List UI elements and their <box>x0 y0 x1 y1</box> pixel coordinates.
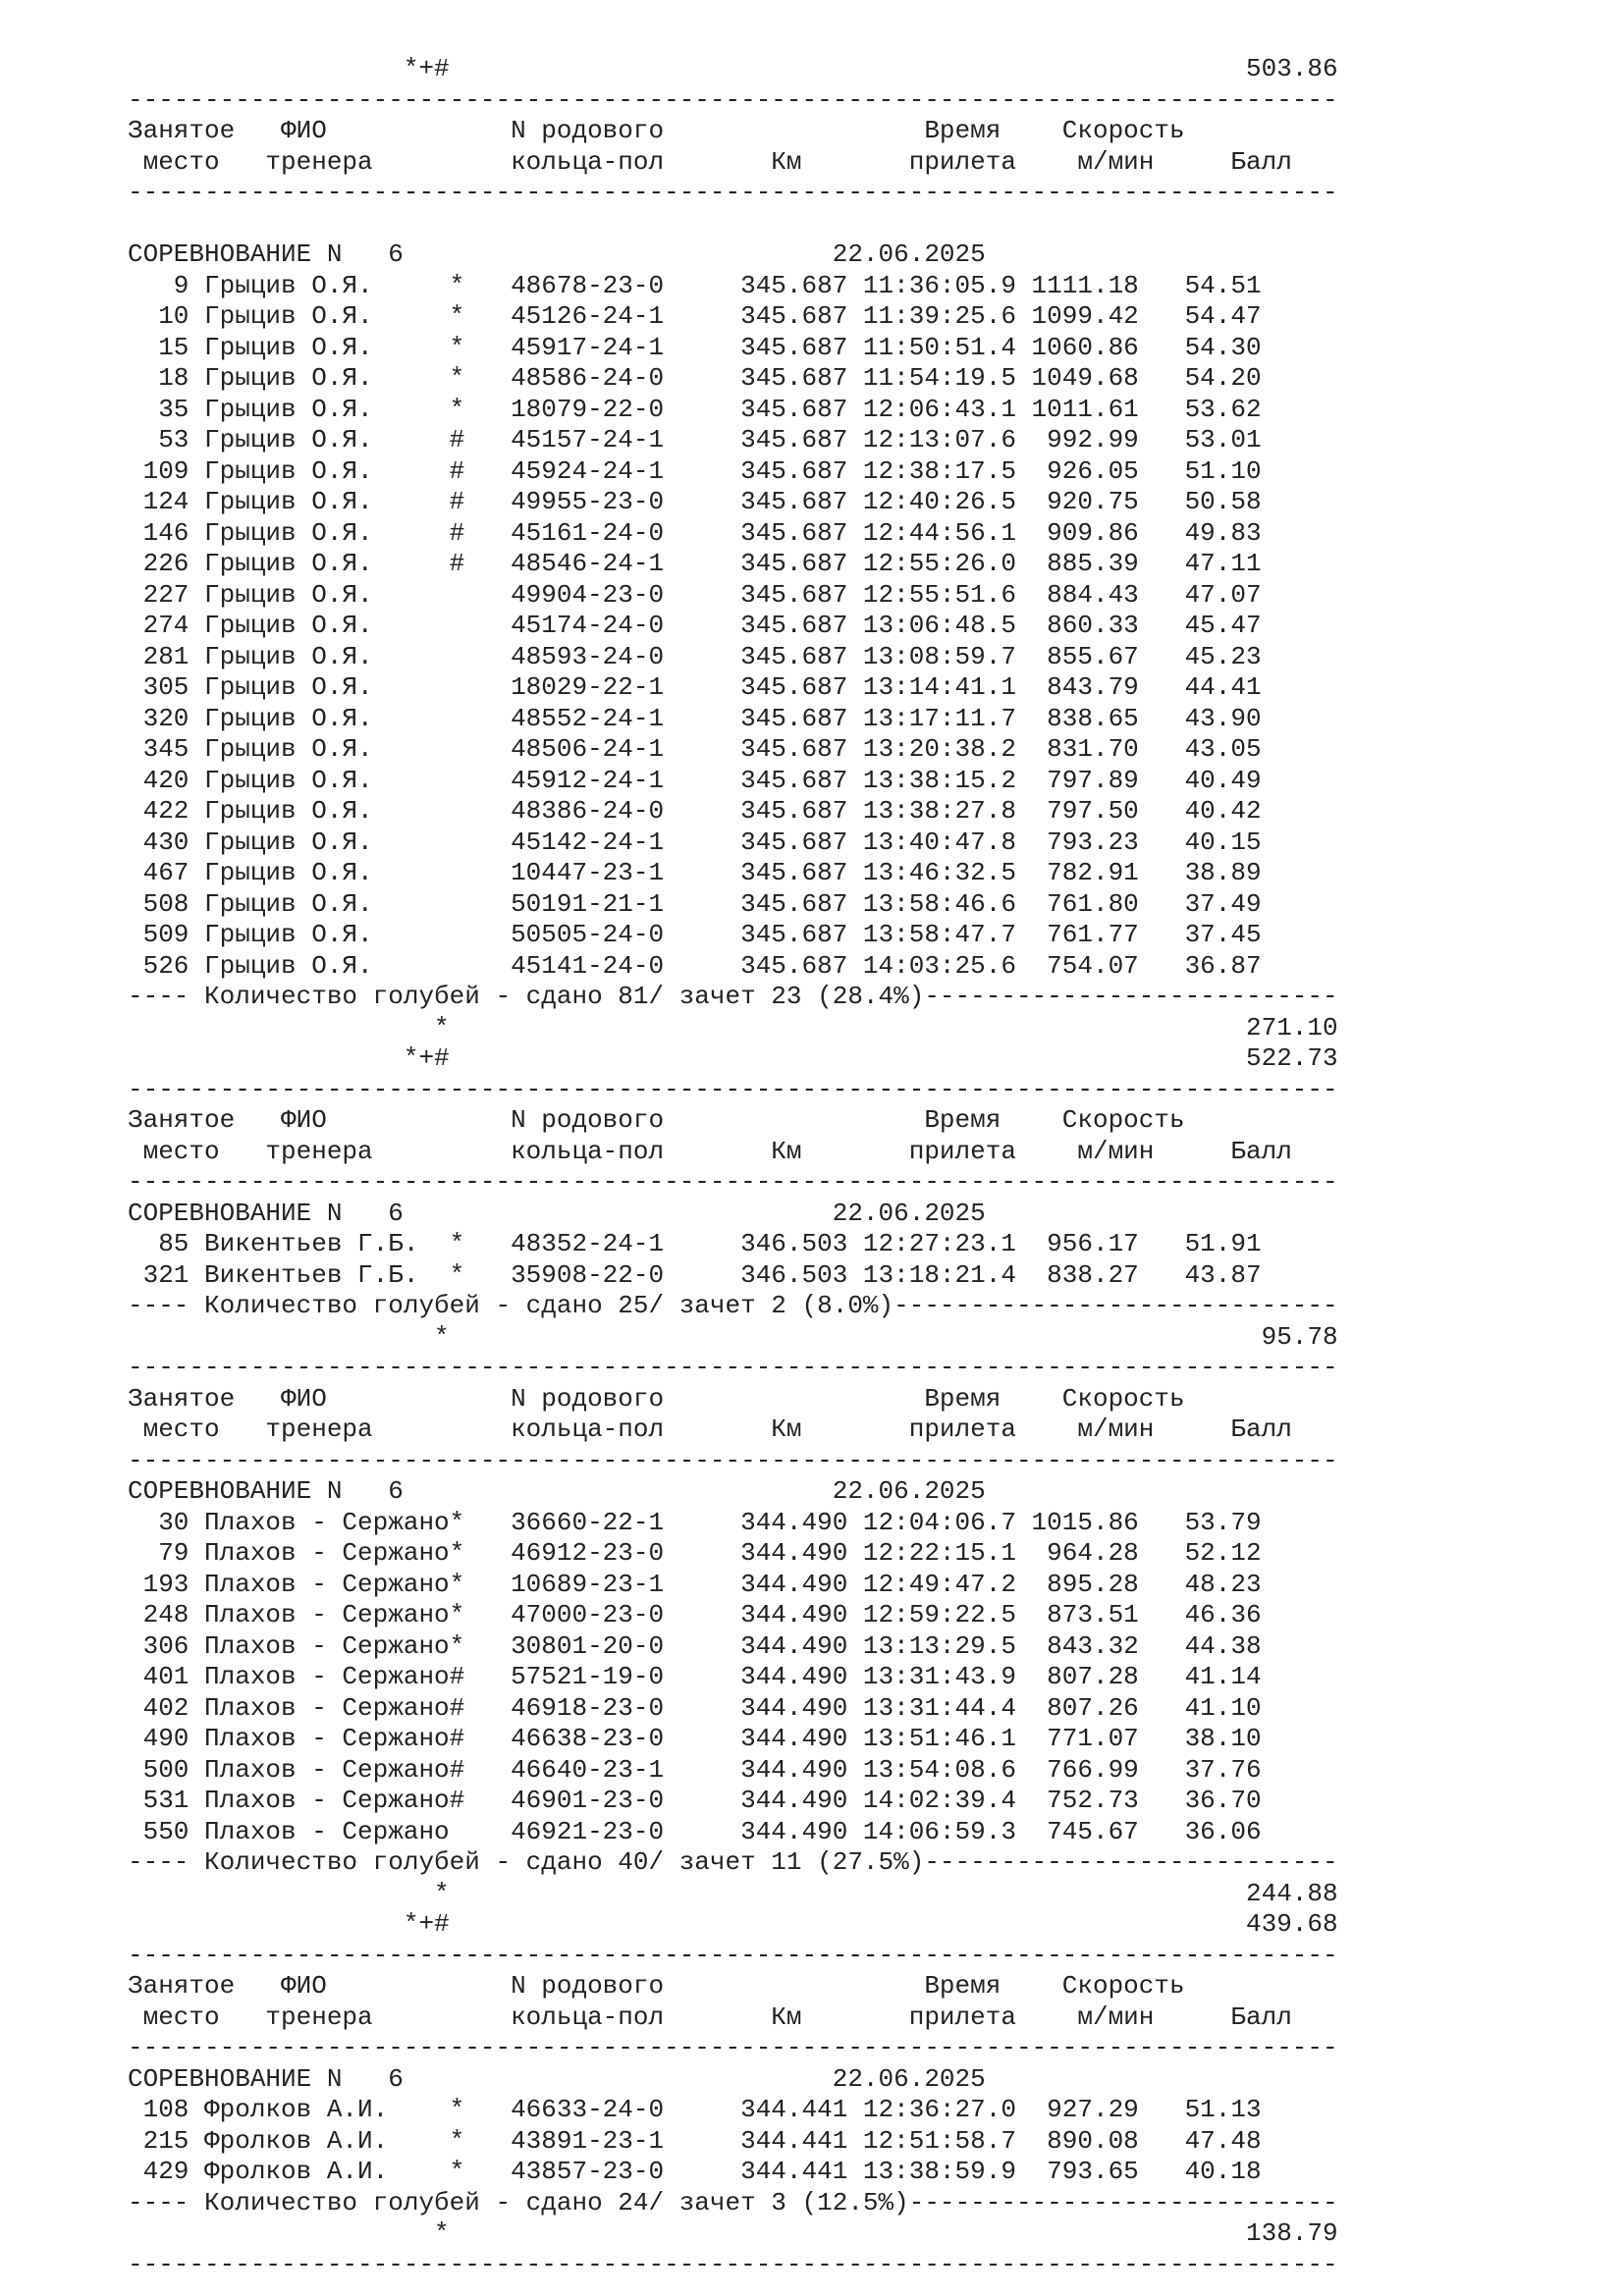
separator-line: ------------------------------------------------------------------------------- <box>128 1074 1338 1104</box>
score-total: *+# 439.68 <box>128 1909 1338 1939</box>
column-header: Занятое ФИО N родового Время Скорость <box>128 1383 1185 1414</box>
table-row: 508 Грыцив О.Я. 50191-21-1 345.687 13:58:46.6 761.80 37.49 <box>128 888 1262 919</box>
table-row: 226 Грыцив О.Я. # 48546-24-1 345.687 12:55:26.0 885.39 47.11 <box>128 549 1262 578</box>
table-row: 79 Плахов - Сержано* 46912-23-0 344.490 12:22:15.1 964.28 52.12 <box>128 1538 1262 1568</box>
separator-line: ------------------------------------------------------------------------------- <box>128 1353 1338 1382</box>
column-header: Занятое ФИО N родового Время Скорость <box>128 116 1185 145</box>
table-row: 467 Грыцив О.Я. 10447-23-1 345.687 13:46:32.5 782.91 38.89 <box>128 858 1262 887</box>
pigeon-count-summary: ---- Количество голубей - сдано 40/ зачет 11 (27.5%)--------------------------- <box>128 1847 1338 1877</box>
score-total: * 138.79 <box>128 2218 1338 2248</box>
table-row: 108 Фролков А.И. * 46633-24-0 344.441 12:36:27.0 927.29 51.13 <box>128 2095 1262 2124</box>
score-total: * 244.88 <box>128 1878 1338 1908</box>
table-row: 124 Грыцив О.Я. # 49955-23-0 345.687 12:40:26.5 920.75 50.58 <box>128 487 1262 516</box>
table-row: 420 Грыцив О.Я. 45912-24-1 345.687 13:38:15.2 797.89 40.49 <box>128 765 1262 795</box>
table-row: 402 Плахов - Сержано# 46918-23-0 344.490 13:31:44.4 807.26 41.10 <box>128 1692 1262 1723</box>
table-row: 320 Грыцив О.Я. 48552-24-1 345.687 13:17:11.7 838.65 43.90 <box>128 703 1262 733</box>
table-row: 274 Грыцив О.Я. 45174-24-0 345.687 13:06:48.5 860.33 45.47 <box>128 611 1262 640</box>
table-row: 30 Плахов - Сержано* 36660-22-1 344.490 12:04:06.7 1015.86 53.79 <box>128 1507 1262 1537</box>
separator-line: ------------------------------------------------------------------------------- <box>128 2033 1338 2062</box>
table-row: 526 Грыцив О.Я. 45141-24-0 345.687 14:03:25.6 754.07 36.87 <box>128 950 1262 981</box>
score-total: * 95.78 <box>128 1321 1338 1352</box>
table-row: 281 Грыцив О.Я. 48593-24-0 345.687 13:08:59.7 855.67 45.23 <box>128 641 1262 671</box>
table-row: 345 Грыцив О.Я. 48506-24-1 345.687 13:20:38.2 831.70 43.05 <box>128 734 1262 764</box>
table-row: 146 Грыцив О.Я. # 45161-24-0 345.687 12:44:56.1 909.86 49.83 <box>128 517 1262 548</box>
table-row: 18 Грыцив О.Я. * 48586-24-0 345.687 11:54:19.5 1049.68 54.20 <box>128 363 1262 393</box>
separator-line: ------------------------------------------------------------------------------- <box>128 2249 1338 2279</box>
table-row: 509 Грыцив О.Я. 50505-24-0 345.687 13:58:47.7 761.77 37.45 <box>128 920 1262 949</box>
competition-header: СОРЕВНОВАНИЕ N 6 22.06.2025 <box>128 1198 986 1228</box>
table-row: 10 Грыцив О.Я. * 45126-24-1 345.687 11:39:25.6 1099.42 54.47 <box>128 301 1262 331</box>
column-header: место тренера кольца-пол Км прилета м/мин Балл <box>128 2002 1292 2032</box>
table-row: 401 Плахов - Сержано# 57521-19-0 344.490 13:31:43.9 807.28 41.14 <box>128 1662 1262 1691</box>
score-total: *+# 522.73 <box>128 1043 1338 1073</box>
table-row: 53 Грыцив О.Я. # 45157-24-1 345.687 12:13:07.6 992.99 53.01 <box>128 425 1262 454</box>
table-row: 85 Викентьев Г.Б. * 48352-24-1 346.503 12:27:23.1 956.17 51.91 <box>128 1229 1262 1258</box>
pigeon-count-summary: ---- Количество голубей - сдано 25/ зачет 2 (8.0%)----------------------------- <box>128 1291 1338 1320</box>
blank-line <box>128 209 1338 240</box>
table-row: 531 Плахов - Сержано# 46901-23-0 344.490 14:02:39.4 752.73 36.70 <box>128 1786 1262 1815</box>
separator-line: ------------------------------------------------------------------------------- <box>128 1445 1338 1475</box>
competition-header: СОРЕВНОВАНИЕ N 6 22.06.2025 <box>128 2063 986 2094</box>
table-row: 248 Плахов - Сержано* 47000-23-0 344.490 12:59:22.5 873.51 46.36 <box>128 1600 1262 1629</box>
table-row: 550 Плахов - Сержано 46921-23-0 344.490 14:06:59.3 745.67 36.06 <box>128 1816 1262 1846</box>
table-row: 215 Фролков А.И. * 43891-23-1 344.441 12:51:58.7 890.08 47.48 <box>128 2125 1262 2156</box>
table-row: 500 Плахов - Сержано# 46640-23-1 344.490 13:54:08.6 766.99 37.76 <box>128 1754 1262 1785</box>
table-row: 193 Плахов - Сержано* 10689-23-1 344.490 12:49:47.2 895.28 48.23 <box>128 1569 1262 1599</box>
column-header: место тренера кольца-пол Км прилета м/мин Балл <box>128 1415 1292 1444</box>
table-row: 321 Викентьев Г.Б. * 35908-22-0 346.503 13:18:21.4 838.27 43.87 <box>128 1259 1262 1290</box>
table-row: 430 Грыцив О.Я. 45142-24-1 345.687 13:40:47.8 793.23 40.15 <box>128 827 1262 857</box>
score-total: *+# 503.86 <box>128 54 1338 83</box>
separator-line: ------------------------------------------------------------------------------- <box>128 1167 1338 1197</box>
column-header: место тренера кольца-пол Км прилета м/мин Балл <box>128 1136 1292 1166</box>
results-report <box>128 54 1338 2280</box>
competition-header: СОРЕВНОВАНИЕ N 6 22.06.2025 <box>128 240 986 269</box>
score-total: * 271.10 <box>128 1012 1338 1042</box>
column-header: Занятое ФИО N родового Время Скорость <box>128 1971 1185 2001</box>
separator-line: ------------------------------------------------------------------------------- <box>128 178 1338 207</box>
column-header: Занятое ФИО N родового Время Скорость <box>128 1105 1185 1135</box>
table-row: 35 Грыцив О.Я. * 18079-22-0 345.687 12:06:43.1 1011.61 53.62 <box>128 394 1262 424</box>
table-row: 227 Грыцив О.Я. 49904-23-0 345.687 12:55:51.6 884.43 47.07 <box>128 579 1262 610</box>
table-row: 429 Фролков А.И. * 43857-23-0 344.441 13:38:59.9 793.65 40.18 <box>128 2157 1262 2186</box>
separator-line: ------------------------------------------------------------------------------- <box>128 84 1338 115</box>
competition-header: СОРЕВНОВАНИЕ N 6 22.06.2025 <box>128 1476 986 1506</box>
pigeon-count-summary: ---- Количество голубей - сдано 24/ зачет 3 (12.5%)---------------------------- <box>128 2187 1338 2217</box>
pigeon-count-summary: ---- Количество голубей - сдано 81/ зачет 23 (28.4%)--------------------------- <box>128 982 1338 1011</box>
separator-line: ------------------------------------------------------------------------------- <box>128 1940 1338 1970</box>
table-row: 490 Плахов - Сержано# 46638-23-0 344.490 13:51:46.1 771.07 38.10 <box>128 1724 1262 1753</box>
table-row: 9 Грыцив О.Я. * 48678-23-0 345.687 11:36:05.9 1111.18 54.51 <box>128 270 1262 300</box>
table-row: 15 Грыцив О.Я. * 45917-24-1 345.687 11:50:51.4 1060.86 54.30 <box>128 332 1262 362</box>
table-row: 422 Грыцив О.Я. 48386-24-0 345.687 13:38:27.8 797.50 40.42 <box>128 796 1262 826</box>
column-header: место тренера кольца-пол Км прилета м/мин Балл <box>128 146 1292 177</box>
table-row: 306 Плахов - Сержано* 30801-20-0 344.490 13:13:29.5 843.32 44.38 <box>128 1630 1262 1661</box>
table-row: 305 Грыцив О.Я. 18029-22-1 345.687 13:14:41.1 843.79 44.41 <box>128 672 1262 702</box>
table-row: 109 Грыцив О.Я. # 45924-24-1 345.687 12:38:17.5 926.05 51.10 <box>128 455 1262 486</box>
